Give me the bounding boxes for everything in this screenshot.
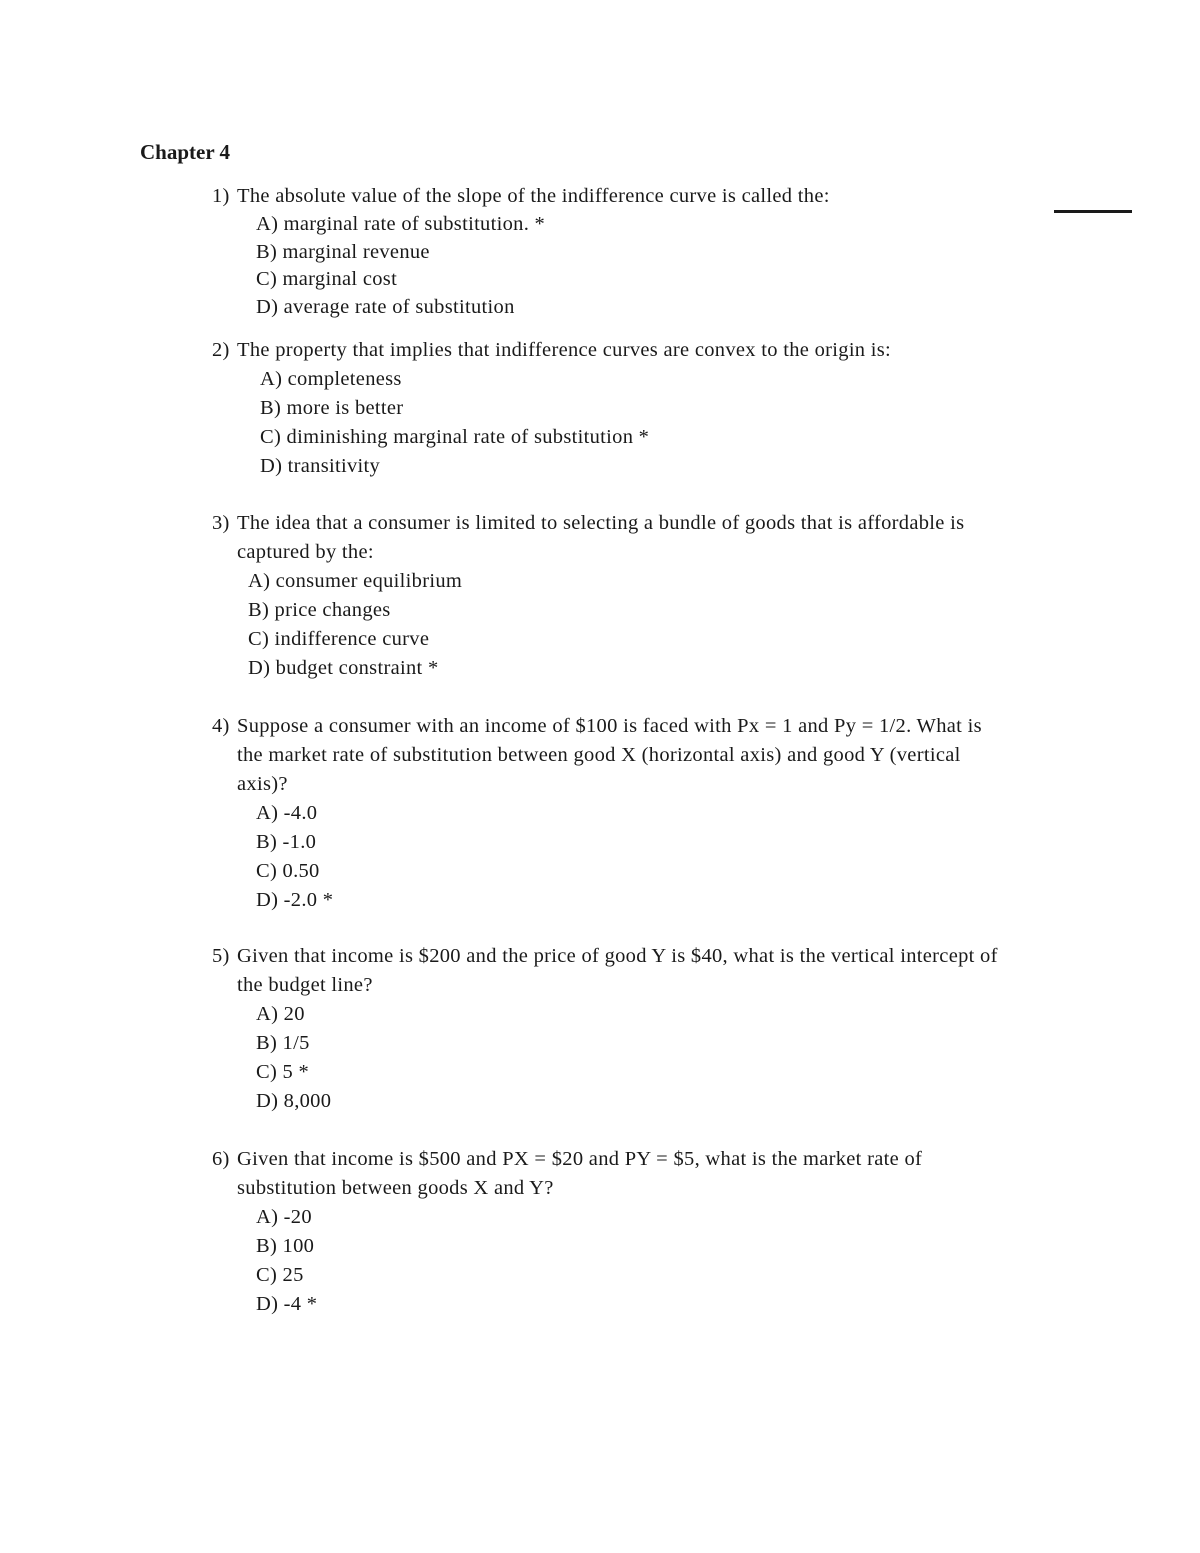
question-stem	[212, 182, 1002, 211]
question-text: Suppose a consumer with an income of $100 is faced with Px = 1 and Py = 1/2. What is the market rate of substitution between good X (horizontal axis) and good Y (vertical axis)?	[237, 715, 982, 795]
question-text: The property that implies that indifference curves are convex to the origin is:	[237, 339, 892, 361]
answer-option-b: B) marginal revenue	[256, 240, 430, 263]
answer-option-d: D) transitivity	[260, 455, 381, 477]
answer-options	[212, 567, 1002, 683]
question-text: The absolute value of the slope of the indifference curve is called the:	[237, 185, 830, 207]
question-number: 1)	[212, 185, 230, 207]
answer-options	[212, 1000, 1002, 1116]
answer-option-b: B) 100	[256, 1235, 315, 1257]
answer-options	[212, 799, 1002, 915]
question-number: 3)	[212, 512, 230, 534]
answer-option-c: C) 0.50	[256, 860, 320, 882]
question-stem	[212, 509, 1002, 567]
answer-option-a: A) consumer equilibrium	[248, 570, 463, 592]
answer-options	[212, 365, 1002, 481]
answer-option-a: A) completeness	[260, 368, 402, 390]
answer-option-d: D) 8,000	[256, 1090, 332, 1112]
question-2	[212, 336, 1002, 481]
question-number: 4)	[212, 715, 230, 737]
question-text: Given that income is $500 and PX = $20 and PY = $5, what is the market rate of substitution between goods X and Y?	[237, 1148, 923, 1199]
question-5	[212, 942, 1002, 1116]
question-6	[212, 1145, 1002, 1319]
question-4	[212, 712, 1002, 915]
question-text: The idea that a consumer is limited to selecting a bundle of goods that is affordable is captured by the:	[237, 512, 965, 563]
question-text: Given that income is $200 and the price of good Y is $40, what is the vertical intercept of the budget line?	[237, 945, 998, 996]
answer-option-d: D) budget constraint *	[248, 657, 439, 679]
question-number: 6)	[212, 1148, 230, 1170]
horizontal-rule	[1054, 210, 1132, 213]
answer-option-a: A) marginal rate of substitution. *	[256, 213, 546, 235]
answer-option-b: B) -1.0	[256, 831, 317, 853]
question-number: 2)	[212, 339, 230, 361]
answer-option-b: B) 1/5	[256, 1032, 310, 1054]
answer-options	[212, 1203, 1002, 1319]
answer-option-a: A) -4.0	[256, 802, 318, 824]
question-stem	[212, 712, 1002, 799]
answer-option-b: B) price changes	[248, 599, 391, 621]
question-number: 5)	[212, 945, 230, 967]
answer-option-c: C) 25	[256, 1264, 304, 1286]
answer-option-c: C) 5 *	[256, 1061, 310, 1083]
answer-option-c: C) indifference curve	[248, 628, 430, 650]
answer-option-c: C) marginal cost	[256, 268, 398, 290]
chapter-title: Chapter 4	[140, 140, 231, 164]
answer-options	[212, 211, 1002, 321]
question-stem	[212, 942, 1002, 1000]
answer-option-d: D) -2.0 *	[256, 889, 334, 911]
answer-option-d: D) -4 *	[256, 1293, 318, 1315]
question-1	[212, 182, 1002, 321]
answer-option-c: C) diminishing marginal rate of substitution *	[260, 426, 650, 448]
answer-option-a: A) 20	[256, 1003, 305, 1025]
question-stem	[212, 1145, 1002, 1203]
question-stem	[212, 336, 1002, 365]
answer-option-a: A) -20	[256, 1206, 312, 1228]
answer-option-b: B) more is better	[260, 397, 404, 419]
question-3	[212, 509, 1002, 683]
answer-option-d: D) average rate of substitution	[256, 295, 515, 318]
